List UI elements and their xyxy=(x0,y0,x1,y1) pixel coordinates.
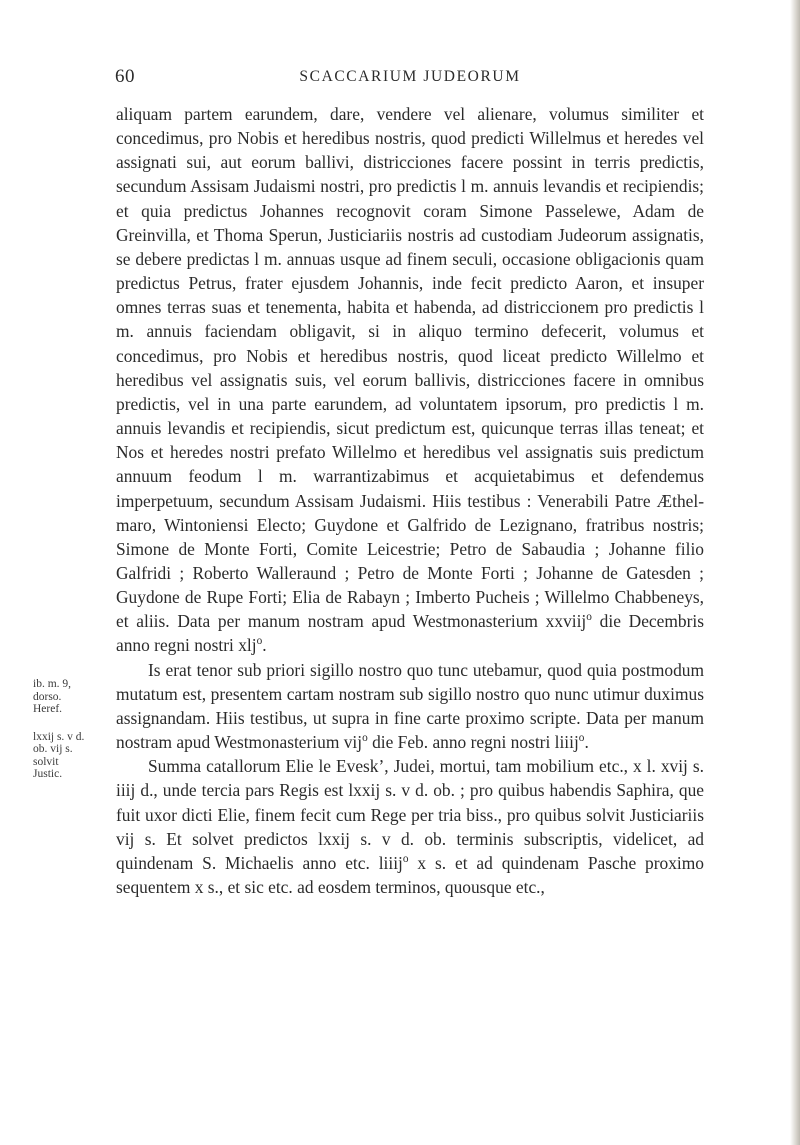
page-header-title: SCACCARIUM JUDEORUM xyxy=(299,68,521,85)
paragraph-2 xyxy=(116,658,704,755)
margin-note-reference: Heref. xyxy=(33,703,63,715)
paragraph-1 xyxy=(116,102,704,658)
paragraph-3-end: x s. et ad quindenam Pasche proximo sequentem x s., et sic etc. ad eosdem terminos, quousque etc., xyxy=(116,852,704,897)
paragraph-1-date: die Decembris anno regni nostri xlj xyxy=(116,611,704,656)
paragraph-1-text: aliquam partem earundem, dare, vendere vel alienare, volumus similiter et concedimus, pro Nobis et heredibus nostris, quod predicti Willelmus et heredes vel assignati sui, aut eorum ballivi, districciones facere possint in terris predictis, secundum Assisam Judaismi nostri, pro predictis l m. annuis levandis et recipiendis; et quia predictus Johannes recognovit coram Simone Passelewe, Adam de Greinvilla, et Thoma Sperun, Justiciariis nostris ad custodiam Judeorum assignatis, se debere predictas l m. annuas usque ad finem seculi, occasione obligacionis quam predictus Petrus, frater ejusdem Johannis, inde fecit predicto Aaron, et insuper omnes terras suas et tenementa, habita et habenda, ad districcionem pro predictis l m. annuis faciendam obligavit, si in aliquo termino defecerit, volumus et concedimus, pro Nobis et heredibus nostris, quod liceat predicto Willelmo et heredibus vel assignatis suis, vel eorum ballivis, districciones facere in omnibus predictis, vel in una parte earundem, ad voluntatem ipsorum, pro predictis l m. annuis levandis et recipiendis, sicut predictum est, quicunque terras illas teneat; et Nos et heredes nostri prefato Willelmo et heredibus vel assignatis suis predictum annuum feodum l m. warrantizabimus et acquietabimus et defendemus imperpetuum, secundum Assisam Judaismi. Hiis testibus : Venerabili Patre Æthelmaro, Wintoniensi Electo; Guydone et Galfrido de Lezignano, fratribus nostris; Simone de Monte Forti, Comite Leicestrie; Petro de Sabaudia ; Johanne filio Galfridi ; Roberto Walleraund ; Petro de Monte Forti ; Johanne de Gatesden ; Guydone de Rupe Forti; Elia de Rabayn ; Imberto Pucheis ; Willelmo Chabbeneys, et aliis. Data per manum nostram apud Westmonasterium xxviij xyxy=(116,104,704,632)
paragraph-2-text: Is erat tenor sub priori sigillo nostro quo tunc utebamur, quod quia postmodum mutatum est, presentem cartam nostram sub sigillo nostro quo nunc utimur duximus assignandam. Hiis testibus, ut supra in fine carte proximo scripte. Data per manum nostram apud Westmonasterium vij xyxy=(116,659,704,753)
ordinal-mark: o xyxy=(586,611,592,624)
margin-note-amount: solvit xyxy=(33,755,59,768)
margin-note-gap xyxy=(33,716,111,731)
ordinal-mark: o xyxy=(256,635,263,648)
ordinal-mark: o xyxy=(578,732,585,745)
paragraph-2-final: . xyxy=(584,732,589,753)
margin-note-amount: Justic. xyxy=(33,768,63,780)
page-number: 60 xyxy=(115,66,135,87)
margin-note-amount: ob. vij s. xyxy=(33,743,73,755)
margin-note-reference: dorso. xyxy=(33,690,62,703)
paragraph-2-date: die Feb. anno regni nostri liiij xyxy=(367,732,579,753)
ordinal-mark: o xyxy=(402,853,409,866)
margin-note-reference: ib. m. 9, xyxy=(33,678,72,690)
ordinal-mark: o xyxy=(362,732,368,745)
running-head xyxy=(115,66,705,90)
main-text xyxy=(116,102,704,899)
paragraph-3-text: Summa catallorum Elie le Evesk’, Judei, mortui, tam mobilium etc., x l. xvij s. iiij d., unde tercia pars Regis est lxxij s. v d. ob. ; pro quibus habendis Saphira, que fuit uxor dicti Elie, finem fecit cum Rege per tria biss., pro quibus solvit Justiciariis vij s. Et solvet predictos lxxij s. v d. ob. terminis subscriptis, videlicet, ad quindenam S. Michaelis anno etc. liiij xyxy=(116,756,704,873)
paragraph-3 xyxy=(116,754,704,899)
page-edge-shadow xyxy=(790,0,800,1145)
margin-notes xyxy=(33,678,111,781)
paragraph-1-final: . xyxy=(262,635,267,656)
margin-note-amount: lxxij s. v d. xyxy=(33,730,85,743)
